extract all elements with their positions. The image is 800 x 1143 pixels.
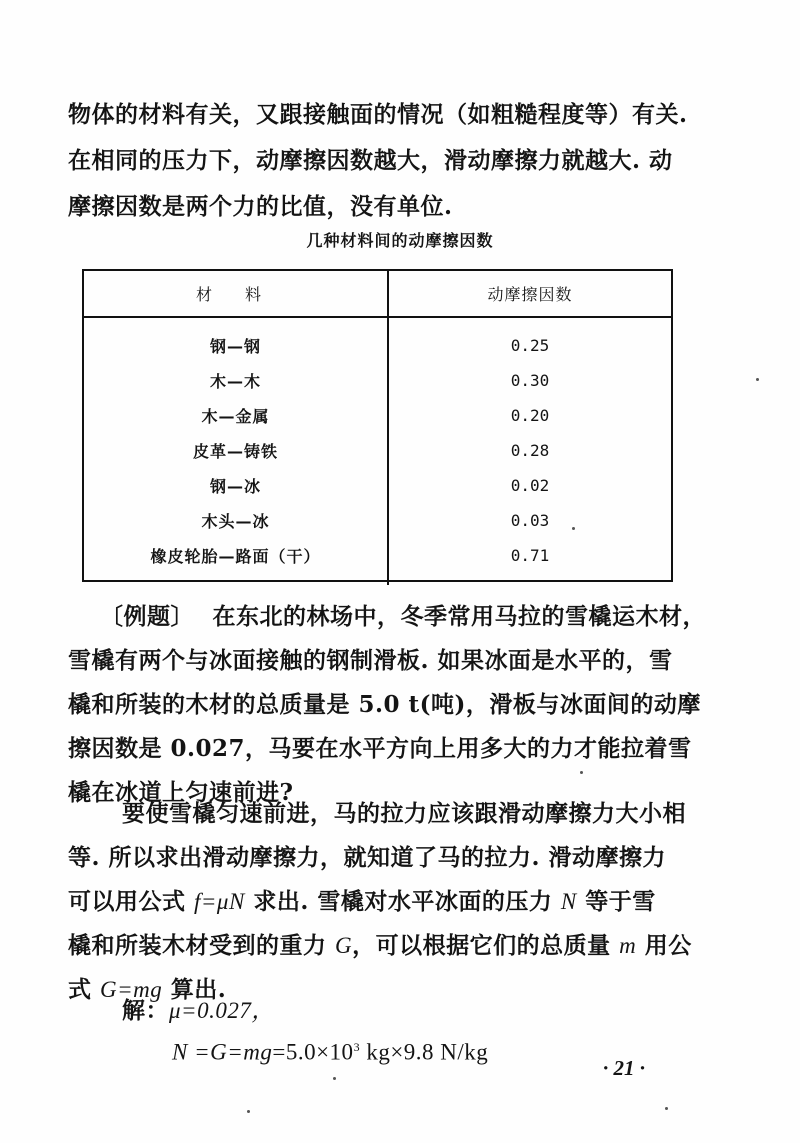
analysis-line-3: [68, 883, 688, 920]
coefficient-cell: 0.28: [510, 441, 550, 460]
example-label: 〔例题〕: [100, 603, 194, 630]
scan-speck: [756, 378, 759, 381]
material-cell: 橡皮轮胎—路面（干）: [84, 538, 388, 585]
table-row: [84, 538, 671, 585]
scan-speck: [333, 1077, 336, 1080]
coefficient-cell: 0.03: [510, 511, 550, 530]
page-number: · 21 ·: [603, 1056, 645, 1080]
example-line-1: 在东北的林场中，冬季常用马拉的雪橇运木材，: [212, 603, 707, 630]
table-row: [84, 433, 671, 468]
text: 橇和所装木材受到的重力: [68, 932, 336, 959]
header-coefficient: 动摩擦因数: [388, 271, 671, 317]
example-line-4: 擦因数是 0.027，马要在水平方向上用多大的力才能拉着雪: [68, 735, 692, 762]
text: 求出. 雪橇对水平冰面的压力: [244, 888, 561, 915]
coefficient-cell: 0.20: [510, 406, 550, 425]
coefficient-cell: 0.25: [510, 336, 550, 355]
symbol-m: m: [619, 933, 637, 958]
table-row: [84, 317, 671, 363]
coefficient-cell: 0.30: [510, 371, 550, 390]
material-cell: 钢—冰: [84, 468, 388, 503]
intro-line-3: 摩擦因数是两个力的比值，没有单位.: [68, 193, 453, 220]
material-cell: 钢—钢: [84, 317, 388, 363]
table-row: [84, 398, 671, 433]
table-row: [84, 503, 671, 538]
scan-speck: [247, 1110, 250, 1113]
formula-friction: f=μN: [194, 889, 245, 914]
scan-speck: [580, 771, 583, 774]
exponent: 3: [353, 1040, 361, 1054]
text: kg×9.8 N/kg: [360, 1039, 489, 1065]
coefficient-cell: 0.02: [510, 476, 550, 495]
table-row: [84, 468, 671, 503]
scan-speck: [572, 527, 575, 530]
solution-line-2: [68, 1029, 688, 1071]
coefficient-cell: 0.71: [510, 546, 550, 565]
text: 可以用公式: [68, 888, 195, 915]
normal-force-equation: N =G=mg: [172, 1039, 273, 1065]
text: 式: [68, 976, 101, 1003]
text: 用公: [636, 932, 692, 959]
analysis-line-4: [68, 927, 692, 964]
analysis-paragraph: [68, 795, 692, 1008]
analysis-line-2: 等. 所以求出滑动摩擦力，就知道了马的拉力. 滑动摩擦力: [68, 844, 667, 871]
material-cell: 木—木: [84, 363, 388, 398]
text: 算出.: [162, 976, 227, 1003]
mu-value: μ=0.027，: [169, 998, 275, 1023]
intro-paragraph: [68, 96, 688, 226]
table-title: 几种材料间的动摩擦因数: [306, 231, 494, 250]
symbol-N: N: [560, 889, 577, 914]
intro-line-1: 物体的材料有关，又跟接触面的情况（如粗糙程度等）有关.: [68, 101, 688, 128]
text: 等于雪: [576, 888, 656, 915]
solution-line-1: [68, 993, 688, 1029]
material-cell: 木头—冰: [84, 503, 388, 538]
text: =5.0×10: [272, 1039, 354, 1065]
text: ，可以根据它们的总质量: [352, 932, 620, 959]
material-cell: 皮革—铸铁: [84, 433, 388, 468]
solution-label: 解：: [122, 997, 169, 1024]
example-line-5: 橇在冰道上匀速前进?: [68, 779, 294, 806]
header-material: 材 料: [84, 271, 388, 317]
solution: [68, 993, 688, 1071]
symbol-G: G: [335, 933, 353, 958]
table-row: [84, 363, 671, 398]
friction-coefficient-table: [82, 269, 673, 582]
formula-weight: G=mg: [100, 977, 163, 1002]
analysis-line-1: 要使雪橇匀速前进，马的拉力应该跟滑动摩擦力大小相: [122, 800, 686, 827]
example-problem: [68, 598, 707, 811]
scan-speck: [665, 1107, 668, 1110]
example-line-3: 橇和所装的木材的总质量是 5.0 t(吨)，滑板与冰面间的动摩: [68, 691, 701, 718]
intro-line-2: 在相同的压力下，动摩擦因数越大，滑动摩擦力就越大. 动: [68, 147, 673, 174]
example-line-2: 雪橇有两个与冰面接触的钢制滑板. 如果冰面是水平的，雪: [68, 647, 673, 674]
material-cell: 木—金属: [84, 398, 388, 433]
